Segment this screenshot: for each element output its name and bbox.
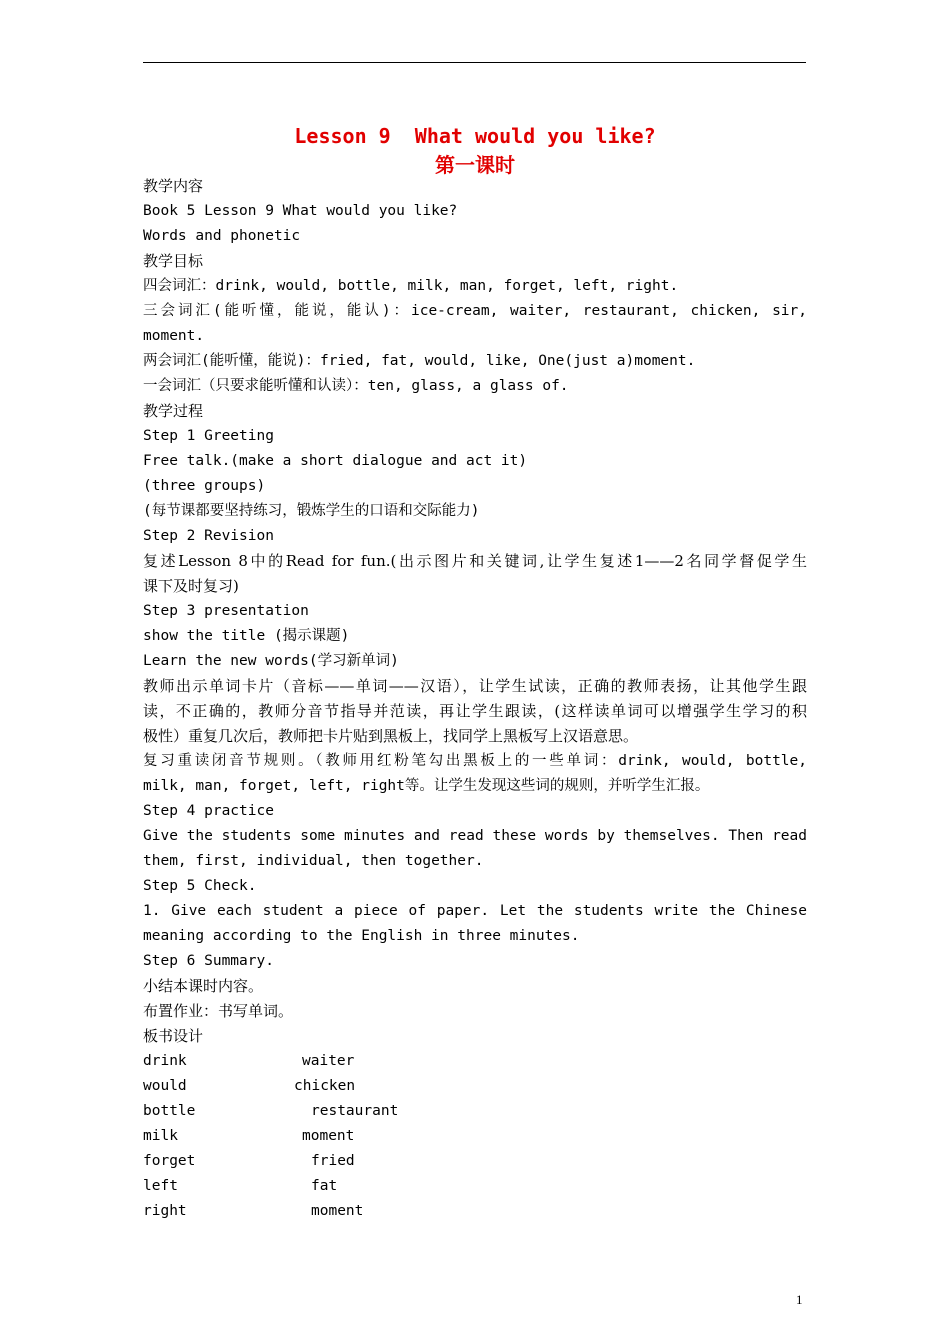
board-word-right: moment xyxy=(302,1128,355,1144)
body-line: (three groups) xyxy=(143,478,266,494)
step-heading: Step 5 Check. xyxy=(143,878,257,894)
lesson-title: Lesson 9 What would you like? xyxy=(294,124,656,148)
step-heading: Step 1 Greeting xyxy=(143,428,274,444)
section-heading-board: 板书设计 xyxy=(143,1027,204,1045)
board-row xyxy=(143,1124,807,1149)
body-line: moment. xyxy=(143,328,205,344)
section-heading-content: 教学内容 xyxy=(143,177,204,195)
board-word-left: milk xyxy=(143,1128,178,1144)
body-line: 两会词汇(能听懂，能说)：fried, fat, would, like, One(just a)moment. xyxy=(143,353,696,369)
lesson-body xyxy=(143,174,807,1224)
body-line: 复习重读闭音节规则。（教师用红粉笔勾出黑板上的一些单词：drink, would, bottle, xyxy=(143,753,807,769)
board-word-left: bottle xyxy=(143,1103,196,1119)
body-line: Give the students some minutes and read these words by themselves. Then read xyxy=(143,828,807,844)
board-word-right: waiter xyxy=(302,1053,355,1069)
body-line: Learn the new words(学习新单词) xyxy=(143,653,399,669)
body-line: Free talk.(make a short dialogue and act it) xyxy=(143,453,528,469)
step-heading: Step 6 Summary. xyxy=(143,953,274,969)
body-line: 极性）重复几次后，教师把卡片贴到黑板上，找同学上黑板写上汉语意思。 xyxy=(143,727,639,745)
body-line: 布置作业：书写单词。 xyxy=(143,1002,294,1020)
section-heading-goals: 教学目标 xyxy=(143,252,204,270)
body-line: 复述Lesson 8中的Read for fun.(出示图片和关键词,让学生复述1——2名同学督促学生 xyxy=(143,552,807,570)
board-row xyxy=(143,1099,807,1124)
body-line: Book 5 Lesson 9 What would you like? xyxy=(143,203,458,219)
section-heading-process: 教学过程 xyxy=(143,402,204,420)
body-line: (每节课都要坚持练习，锻炼学生的口语和交际能力) xyxy=(143,503,480,519)
step-heading: Step 3 presentation xyxy=(143,603,309,619)
board-word-right: chicken xyxy=(294,1078,356,1094)
board-word-left: drink xyxy=(143,1053,187,1069)
body-line: 读，不正确的，教师分音节指导并范读，再让学生跟读，(这样读单词可以增强学生学习的积 xyxy=(143,702,807,720)
board-row xyxy=(143,1199,807,1224)
page-number: 1 xyxy=(796,1292,803,1307)
board-row xyxy=(143,1074,807,1099)
header-rule xyxy=(143,62,806,63)
board-word-left: right xyxy=(143,1203,187,1219)
body-line: 1. Give each student a piece of paper. Let the students write the Chinese xyxy=(143,903,807,919)
board-word-left: would xyxy=(143,1078,187,1094)
body-line: 教师出示单词卡片（音标——单词——汉语），让学生试读，正确的教师表扬，让其他学生跟 xyxy=(143,677,807,695)
board-word-right: fat xyxy=(311,1178,338,1194)
step-heading: Step 2 Revision xyxy=(143,528,274,544)
board-word-right: restaurant xyxy=(311,1103,399,1119)
body-line: them, first, individual, then together. xyxy=(143,853,484,869)
body-line: 三会词汇(能听懂，能说，能认)：ice-cream, waiter, restaurant, chicken, sir, xyxy=(143,303,807,319)
body-line: 小结本课时内容。 xyxy=(143,977,264,995)
board-word-left: forget xyxy=(143,1153,196,1169)
step-heading: Step 4 practice xyxy=(143,803,274,819)
board-word-right: fried xyxy=(311,1153,355,1169)
body-line: 四会词汇：drink, would, bottle, milk, man, forget, left, right. xyxy=(143,278,679,294)
body-line: Words and phonetic xyxy=(143,228,301,244)
board-word-right: moment xyxy=(311,1203,364,1219)
body-line: 课下及时复习) xyxy=(143,577,239,595)
body-line: show the title (揭示课题) xyxy=(143,628,350,644)
board-row xyxy=(143,1049,807,1074)
body-line: meaning according to the English in three minutes. xyxy=(143,928,580,944)
body-line: milk, man, forget, left, right等。让学生发现这些词的规则，并听学生汇报。 xyxy=(143,778,710,794)
board-row xyxy=(143,1174,807,1199)
board-row xyxy=(143,1149,807,1174)
body-line: 一会词汇（只要求能听懂和认读）：ten, glass, a glass of. xyxy=(143,378,569,394)
board-word-left: left xyxy=(143,1178,178,1194)
lesson-subtitle: 第一课时 xyxy=(435,153,515,177)
